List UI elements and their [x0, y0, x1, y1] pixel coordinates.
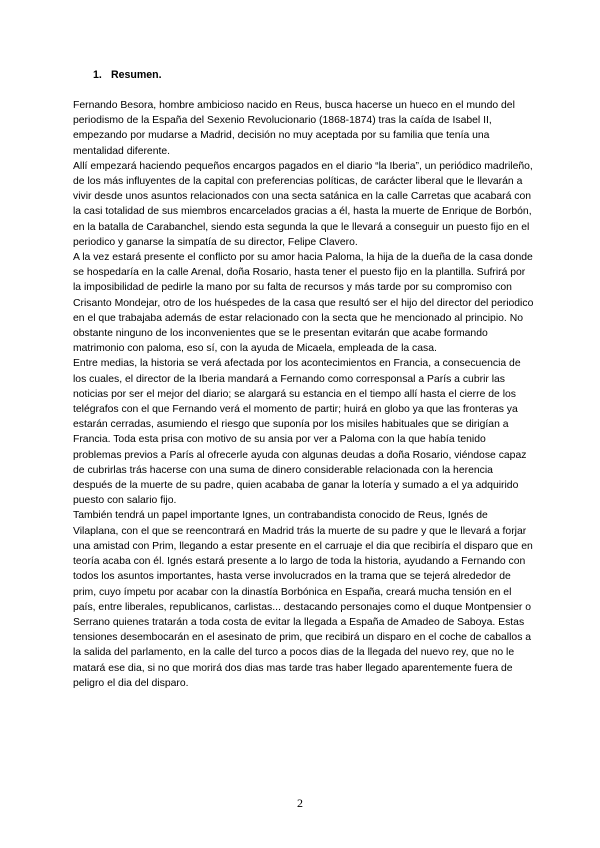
paragraph: Entre medias, la historia se verá afectada por los acontecimientos en Francia, a consecuencia de los cuales, el director de la Iberia mandará a Fernando como corresponsal a París a cubrir las noticias por ser el mejor del diario; se alargará su estancia en el tiempo allí hasta el cierre de los telégrafos con el que Fernando verá el momento de partir; huirá en globo ya que las fronteras ya estarán cerradas, asumiendo el riesgo que suponía por los misiles habituales que se dirigían a Francia. Toda esta prisa con motivo de su ansia por ver a Paloma con la que había tenido problemas previos a París al ofrecerle ayuda con algunas deudas a doña Rosario, viéndose capaz de cubrirlas trás hacerse con una suma de dinero considerable relacionada con la herencia después de la muerte de su padre, quien acababa de ganar la lotería y sumado a el ya adquirido puesto con salario fijo.	[73, 358, 527, 507]
section-heading	[93, 69, 162, 81]
paragraph: Fernando Besora, hombre ambicioso nacido en Reus, busca hacerse un hueco en el mundo del periodismo de la España del Sexenio Revolucionario (1868-1874) tras la caída de Isabel II, empezando por mudarse a Madrid, decisión no muy aceptada por su familia que tenía una mentalidad diferente.	[73, 100, 515, 157]
paragraph: Allí empezará haciendo pequeños encargos pagados en el diario “la Iberia”, un periódico madrileño, de los más influyentes de la capital con preferencias políticas, de carácter liberal que le llevarán a vivir desde unos asuntos relacionados con una secta satánica en la calle Carretas que acabará con la casi totalidad de sus miembros encarcelados gracias a él, hasta la muerte de Enrique de Borbón, en la batalla de Carabanchel, siendo esta segunda la que le llevará a conseguir un puesto fijo en el periodico y ganarse la simpatía de su director, Felipe Clavero.	[73, 160, 533, 248]
paragraph: También tendrá un papel importante Ignes, un contrabandista conocido de Reus, Ignés de Vilaplana, con el que se reencontrará en Madrid trás la muerte de su padre y que le llevará a forjar una amistad con Prim, llegando a estar presente en el carruaje el dia que recibiría el disparo que en teoría acaba con él. Ignés estará presente a lo largo de toda la historia, ayudando a Fernando con todos los asuntos importantes, hasta verse involucrados en la trama que se tejerá alrededor de prim, cuyo ímpetu por acabar con la dinastía Borbónica en España, creará mucha tensión en el país, entre liberales, republicanos, carlistas... destacando personajes como el duque Montpensier o Serrano quienes tratarán a toda costa de evitar la llegada a España de Amadeo de Saboya. Estas tensiones desembocarán en el asesinato de prim, que recibirá un disparo en el coche de caballos a la salida del parlamento, en la calle del turco a pocos dias de la llegada del nuevo rey, que no le matará ese dia, si no que morirá dos dias mas tarde tras haber llegado aparentemente fuera de peligro el dia del disparo.	[73, 510, 533, 689]
summary-body	[73, 98, 535, 691]
page-number: 2	[297, 796, 303, 810]
section-title: Resumen.	[110, 69, 162, 81]
paragraph: A la vez estará presente el conflicto por su amor hacia Paloma, la hija de la dueña de la casa donde se hospedaría en la calle Arenal, doña Rosario, hasta tener el puesto fijo en la plantilla. Sufrirá por la imposibilidad de pedirle la mano por su falta de recursos y más tarde por su compromiso con Crisanto Mondejar, otro de los huéspedes de la casa que resultó ser el hijo del director del periodico en el que trabajaba además de estar relacionado con la secta que he mencionado al principio. No obstante ninguno de los inconvenientes que se le presentan evitarán que acabe formando matrimonio con paloma, eso sí, con la ayuda de Micaela, empleada de la casa.	[73, 252, 534, 355]
section-number: 1.	[93, 69, 102, 81]
